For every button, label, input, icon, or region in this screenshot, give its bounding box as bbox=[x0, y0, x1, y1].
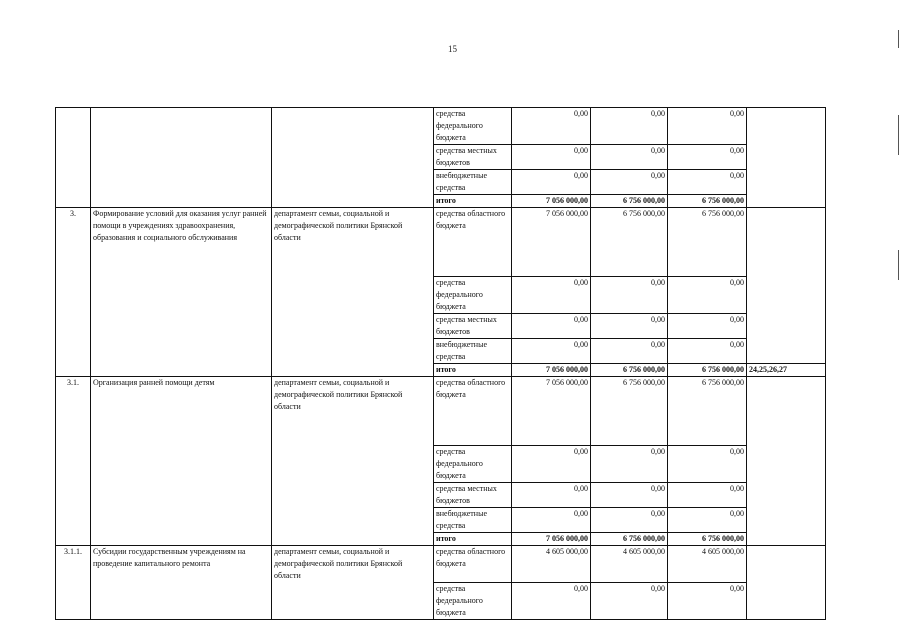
value-cell: 0,00 bbox=[512, 145, 591, 170]
responsible-cell bbox=[272, 108, 434, 208]
value-cell: 0,00 bbox=[668, 483, 747, 508]
value-cell: 0,00 bbox=[591, 170, 668, 195]
item-name: Формирование условий для оказания услуг ранней помощи в учреждениях здравоохранения, образования и социального обслуживания bbox=[91, 208, 272, 377]
value-cell: 0,00 bbox=[668, 446, 747, 483]
indicators-cell bbox=[747, 546, 826, 620]
source-label: внебюджетные средства bbox=[434, 170, 512, 195]
value-cell: 4 605 000,00 bbox=[591, 546, 668, 583]
value-cell: 4 605 000,00 bbox=[512, 546, 591, 583]
scan-artifact bbox=[898, 250, 899, 280]
scan-artifact bbox=[898, 115, 899, 155]
value-cell: 0,00 bbox=[512, 508, 591, 533]
item-name: Организация ранней помощи детям bbox=[91, 377, 272, 546]
total-value: 6 756 000,00 bbox=[591, 364, 668, 377]
value-cell: 0,00 bbox=[591, 314, 668, 339]
total-value: 6 756 000,00 bbox=[591, 195, 668, 208]
value-cell: 0,00 bbox=[512, 277, 591, 314]
value-cell: 6 756 000,00 bbox=[668, 208, 747, 277]
value-cell: 0,00 bbox=[512, 583, 591, 620]
source-label: средства федерального бюджета bbox=[434, 277, 512, 314]
source-label: средства местных бюджетов bbox=[434, 145, 512, 170]
source-label: средства местных бюджетов bbox=[434, 314, 512, 339]
value-cell: 0,00 bbox=[668, 108, 747, 145]
value-cell: 0,00 bbox=[591, 108, 668, 145]
value-cell: 0,00 bbox=[668, 145, 747, 170]
table-row bbox=[56, 377, 826, 446]
total-value: 7 056 000,00 bbox=[512, 364, 591, 377]
value-cell: 0,00 bbox=[668, 339, 747, 364]
value-cell: 0,00 bbox=[668, 508, 747, 533]
value-cell: 0,00 bbox=[668, 583, 747, 620]
value-cell: 6 756 000,00 bbox=[668, 377, 747, 446]
value-cell: 0,00 bbox=[591, 277, 668, 314]
value-cell: 7 056 000,00 bbox=[512, 208, 591, 277]
source-label: средства федерального бюджета bbox=[434, 446, 512, 483]
source-label: средства областного бюджета bbox=[434, 208, 512, 277]
total-value: 6 756 000,00 bbox=[668, 195, 747, 208]
value-cell: 0,00 bbox=[668, 170, 747, 195]
source-label: итого bbox=[434, 533, 512, 546]
value-cell: 0,00 bbox=[591, 145, 668, 170]
source-label: средства федерального бюджета bbox=[434, 583, 512, 620]
total-value: 6 756 000,00 bbox=[668, 533, 747, 546]
responsible-party: департамент семьи, социальной и демографической политики Брянской области bbox=[272, 546, 434, 620]
value-cell: 0,00 bbox=[512, 339, 591, 364]
source-label: средства областного бюджета bbox=[434, 377, 512, 446]
value-cell: 0,00 bbox=[512, 314, 591, 339]
item-number: 3. bbox=[56, 208, 91, 377]
value-cell: 0,00 bbox=[512, 170, 591, 195]
scan-artifact bbox=[898, 30, 899, 48]
total-value: 6 756 000,00 bbox=[668, 364, 747, 377]
value-cell: 6 756 000,00 bbox=[591, 377, 668, 446]
value-cell: 0,00 bbox=[512, 446, 591, 483]
table-row bbox=[56, 546, 826, 583]
total-value: 7 056 000,00 bbox=[512, 533, 591, 546]
value-cell: 0,00 bbox=[512, 108, 591, 145]
item-name: Субсидии государственным учреждениям на проведение капитального ремонта bbox=[91, 546, 272, 620]
item-name-cell bbox=[91, 108, 272, 208]
value-cell: 6 756 000,00 bbox=[591, 208, 668, 277]
table-row bbox=[56, 108, 826, 145]
responsible-party: департамент семьи, социальной и демографической политики Брянской области bbox=[272, 377, 434, 546]
source-label: средства местных бюджетов bbox=[434, 483, 512, 508]
total-value: 7 056 000,00 bbox=[512, 195, 591, 208]
value-cell: 0,00 bbox=[591, 583, 668, 620]
table-row bbox=[56, 208, 826, 277]
value-cell: 0,00 bbox=[591, 446, 668, 483]
total-value: 6 756 000,00 bbox=[591, 533, 668, 546]
source-label: средства федерального бюджета bbox=[434, 108, 512, 145]
page-number: 15 bbox=[448, 44, 457, 54]
value-cell: 0,00 bbox=[591, 483, 668, 508]
value-cell: 7 056 000,00 bbox=[512, 377, 591, 446]
source-label: итого bbox=[434, 364, 512, 377]
indicators-cell bbox=[747, 208, 826, 364]
value-cell: 0,00 bbox=[591, 339, 668, 364]
value-cell: 0,00 bbox=[668, 314, 747, 339]
source-label: итого bbox=[434, 195, 512, 208]
value-cell: 0,00 bbox=[668, 277, 747, 314]
source-label: внебюджетные средства bbox=[434, 339, 512, 364]
indicators-cell bbox=[747, 108, 826, 208]
indicators-cell bbox=[747, 377, 826, 546]
value-cell: 0,00 bbox=[591, 508, 668, 533]
value-cell: 0,00 bbox=[512, 483, 591, 508]
budget-table bbox=[55, 107, 826, 620]
indicators-value: 24,25,26,27 bbox=[747, 364, 826, 377]
source-label: средства областного бюджета bbox=[434, 546, 512, 583]
value-cell: 4 605 000,00 bbox=[668, 546, 747, 583]
item-number-cell bbox=[56, 108, 91, 208]
responsible-party: департамент семьи, социальной и демографической политики Брянской области bbox=[272, 208, 434, 377]
item-number: 3.1. bbox=[56, 377, 91, 546]
item-number: 3.1.1. bbox=[56, 546, 91, 620]
source-label: внебюджетные средства bbox=[434, 508, 512, 533]
